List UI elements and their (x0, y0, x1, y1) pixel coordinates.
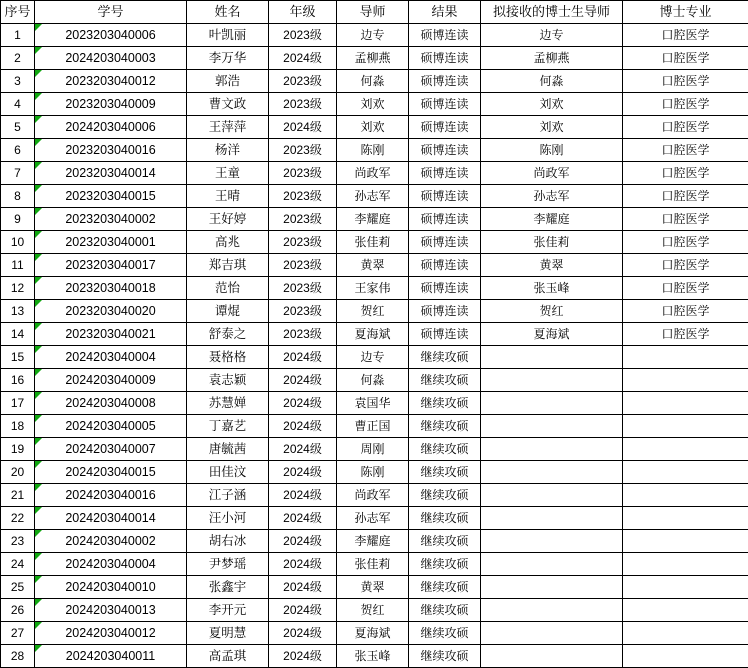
cell-phd-advisor[interactable]: 孙志军 (481, 185, 623, 208)
cell-student-id[interactable]: 2024203040015 (35, 461, 187, 484)
cell-phd-advisor[interactable] (481, 507, 623, 530)
cell-result[interactable]: 继续攻硕 (409, 530, 481, 553)
cell-result[interactable]: 继续攻硕 (409, 576, 481, 599)
cell-student-id[interactable]: 2023203040017 (35, 254, 187, 277)
cell-advisor[interactable]: 张玉峰 (337, 645, 409, 668)
cell-advisor[interactable]: 边专 (337, 346, 409, 369)
cell-grade[interactable]: 2024级 (269, 530, 337, 553)
cell-no[interactable]: 21 (1, 484, 35, 507)
cell-advisor[interactable]: 孟柳燕 (337, 47, 409, 70)
cell-result[interactable]: 硕博连读 (409, 47, 481, 70)
cell-phd-advisor[interactable] (481, 576, 623, 599)
table-row[interactable] (1, 438, 748, 461)
cell-name[interactable]: 郭浩 (187, 70, 269, 93)
cell-no[interactable]: 14 (1, 323, 35, 346)
cell-result[interactable]: 继续攻硕 (409, 438, 481, 461)
cell-student-id[interactable]: 2024203040011 (35, 645, 187, 668)
cell-result[interactable]: 继续攻硕 (409, 599, 481, 622)
cell-major[interactable]: 口腔医学 (623, 47, 748, 70)
table-row[interactable] (1, 484, 748, 507)
cell-no[interactable]: 24 (1, 553, 35, 576)
table-row[interactable] (1, 277, 748, 300)
cell-result[interactable]: 硕博连读 (409, 323, 481, 346)
cell-major[interactable] (623, 438, 748, 461)
cell-name[interactable]: 聂格格 (187, 346, 269, 369)
cell-major[interactable] (623, 369, 748, 392)
cell-advisor[interactable]: 何淼 (337, 369, 409, 392)
cell-name[interactable]: 舒泰之 (187, 323, 269, 346)
cell-grade[interactable]: 2024级 (269, 645, 337, 668)
cell-grade[interactable]: 2023级 (269, 254, 337, 277)
cell-student-id[interactable]: 2023203040016 (35, 139, 187, 162)
table-row[interactable] (1, 185, 748, 208)
table-row[interactable] (1, 47, 748, 70)
cell-result[interactable]: 硕博连读 (409, 185, 481, 208)
cell-no[interactable]: 20 (1, 461, 35, 484)
cell-student-id[interactable]: 2024203040006 (35, 116, 187, 139)
cell-phd-advisor[interactable] (481, 369, 623, 392)
cell-grade[interactable]: 2023级 (269, 24, 337, 47)
cell-no[interactable]: 12 (1, 277, 35, 300)
cell-advisor[interactable]: 陈刚 (337, 139, 409, 162)
cell-major[interactable] (623, 484, 748, 507)
column-header-result: 结果 (409, 1, 481, 24)
cell-name[interactable]: 范怡 (187, 277, 269, 300)
cell-phd-advisor[interactable]: 边专 (481, 24, 623, 47)
cell-student-id[interactable]: 2024203040008 (35, 392, 187, 415)
cell-result[interactable]: 硕博连读 (409, 139, 481, 162)
table-row[interactable] (1, 231, 748, 254)
cell-result[interactable]: 硕博连读 (409, 254, 481, 277)
cell-no[interactable]: 25 (1, 576, 35, 599)
cell-no[interactable]: 3 (1, 70, 35, 93)
cell-result[interactable]: 硕博连读 (409, 70, 481, 93)
cell-major[interactable]: 口腔医学 (623, 162, 748, 185)
cell-advisor[interactable]: 夏海斌 (337, 323, 409, 346)
cell-advisor[interactable]: 尚政军 (337, 162, 409, 185)
cell-student-id[interactable]: 2023203040020 (35, 300, 187, 323)
cell-advisor[interactable]: 张佳莉 (337, 553, 409, 576)
column-header-grade: 年级 (269, 1, 337, 24)
cell-advisor[interactable]: 刘欢 (337, 116, 409, 139)
cell-phd-advisor[interactable] (481, 484, 623, 507)
cell-no[interactable]: 16 (1, 369, 35, 392)
table-header-row (1, 1, 748, 24)
cell-result[interactable]: 硕博连读 (409, 208, 481, 231)
cell-advisor[interactable]: 曹正国 (337, 415, 409, 438)
table-row[interactable] (1, 553, 748, 576)
cell-name[interactable]: 袁志颖 (187, 369, 269, 392)
cell-major[interactable]: 口腔医学 (623, 323, 748, 346)
cell-result[interactable]: 继续攻硕 (409, 415, 481, 438)
cell-result[interactable]: 继续攻硕 (409, 553, 481, 576)
table-body (1, 24, 748, 668)
cell-student-id[interactable]: 2024203040013 (35, 599, 187, 622)
cell-grade[interactable]: 2024级 (269, 484, 337, 507)
table-row[interactable] (1, 70, 748, 93)
cell-result[interactable]: 硕博连读 (409, 93, 481, 116)
cell-no[interactable]: 9 (1, 208, 35, 231)
cell-name[interactable]: 唐毓茜 (187, 438, 269, 461)
cell-grade[interactable]: 2023级 (269, 93, 337, 116)
cell-result[interactable]: 硕博连读 (409, 231, 481, 254)
cell-grade[interactable]: 2023级 (269, 139, 337, 162)
cell-name[interactable]: 田佳汶 (187, 461, 269, 484)
table-row[interactable] (1, 254, 748, 277)
cell-phd-advisor[interactable] (481, 622, 623, 645)
cell-name[interactable]: 高孟琪 (187, 645, 269, 668)
cell-major[interactable]: 口腔医学 (623, 116, 748, 139)
cell-major[interactable]: 口腔医学 (623, 254, 748, 277)
cell-name[interactable]: 曹文政 (187, 93, 269, 116)
cell-major[interactable]: 口腔医学 (623, 277, 748, 300)
cell-no[interactable]: 10 (1, 231, 35, 254)
cell-major[interactable]: 口腔医学 (623, 185, 748, 208)
cell-grade[interactable]: 2024级 (269, 47, 337, 70)
cell-phd-advisor[interactable] (481, 438, 623, 461)
table-row[interactable] (1, 162, 748, 185)
column-header-advisor: 导师 (337, 1, 409, 24)
cell-name[interactable]: 江子涵 (187, 484, 269, 507)
table-row[interactable] (1, 300, 748, 323)
cell-major[interactable] (623, 553, 748, 576)
cell-student-id[interactable]: 2024203040002 (35, 530, 187, 553)
cell-major[interactable] (623, 346, 748, 369)
table-row[interactable] (1, 24, 748, 47)
cell-student-id[interactable]: 2023203040018 (35, 277, 187, 300)
cell-phd-advisor[interactable]: 贺红 (481, 300, 623, 323)
cell-advisor[interactable]: 黄翠 (337, 576, 409, 599)
cell-no[interactable]: 18 (1, 415, 35, 438)
cell-grade[interactable]: 2024级 (269, 415, 337, 438)
cell-name[interactable]: 高兆 (187, 231, 269, 254)
cell-major[interactable] (623, 415, 748, 438)
cell-no[interactable]: 22 (1, 507, 35, 530)
cell-major[interactable] (623, 507, 748, 530)
cell-name[interactable]: 夏明慧 (187, 622, 269, 645)
table-row[interactable] (1, 507, 748, 530)
table-row[interactable] (1, 93, 748, 116)
cell-phd-advisor[interactable]: 张佳莉 (481, 231, 623, 254)
table-row[interactable] (1, 599, 748, 622)
cell-name[interactable]: 胡右冰 (187, 530, 269, 553)
cell-advisor[interactable]: 袁国华 (337, 392, 409, 415)
column-header-phd-advisor: 拟接收的博士生导师 (481, 1, 623, 24)
cell-student-id[interactable]: 2024203040003 (35, 47, 187, 70)
cell-no[interactable]: 15 (1, 346, 35, 369)
table-row[interactable] (1, 208, 748, 231)
cell-no[interactable]: 11 (1, 254, 35, 277)
cell-student-id[interactable]: 2024203040005 (35, 415, 187, 438)
column-header-no: 序号 (1, 1, 35, 24)
cell-advisor[interactable]: 尚政军 (337, 484, 409, 507)
cell-advisor[interactable]: 李耀庭 (337, 530, 409, 553)
table-row[interactable] (1, 622, 748, 645)
table-row[interactable] (1, 392, 748, 415)
cell-student-id[interactable]: 2023203040015 (35, 185, 187, 208)
cell-grade[interactable]: 2024级 (269, 346, 337, 369)
cell-name[interactable]: 尹梦瑶 (187, 553, 269, 576)
table-row[interactable] (1, 369, 748, 392)
cell-name[interactable]: 张鑫宇 (187, 576, 269, 599)
cell-phd-advisor[interactable]: 孟柳燕 (481, 47, 623, 70)
cell-grade[interactable]: 2024级 (269, 553, 337, 576)
cell-name[interactable]: 王好婷 (187, 208, 269, 231)
cell-major[interactable]: 口腔医学 (623, 24, 748, 47)
table-row[interactable] (1, 576, 748, 599)
cell-name[interactable]: 王童 (187, 162, 269, 185)
cell-student-id[interactable]: 2024203040004 (35, 346, 187, 369)
cell-grade[interactable]: 2024级 (269, 438, 337, 461)
cell-advisor[interactable]: 李耀庭 (337, 208, 409, 231)
column-header-major: 博士专业 (623, 1, 748, 24)
cell-no[interactable]: 27 (1, 622, 35, 645)
cell-phd-advisor[interactable]: 刘欢 (481, 93, 623, 116)
table-row[interactable] (1, 346, 748, 369)
cell-grade[interactable]: 2023级 (269, 277, 337, 300)
cell-phd-advisor[interactable] (481, 599, 623, 622)
cell-phd-advisor[interactable]: 尚政军 (481, 162, 623, 185)
cell-no[interactable]: 19 (1, 438, 35, 461)
cell-phd-advisor[interactable]: 何淼 (481, 70, 623, 93)
column-header-name: 姓名 (187, 1, 269, 24)
cell-result[interactable]: 硕博连读 (409, 300, 481, 323)
table-row[interactable] (1, 139, 748, 162)
cell-advisor[interactable]: 王家伟 (337, 277, 409, 300)
cell-no[interactable]: 8 (1, 185, 35, 208)
cell-student-id[interactable]: 2023203040006 (35, 24, 187, 47)
cell-result[interactable]: 继续攻硕 (409, 645, 481, 668)
table-row[interactable] (1, 415, 748, 438)
cell-advisor[interactable]: 孙志军 (337, 185, 409, 208)
cell-no[interactable]: 1 (1, 24, 35, 47)
cell-result[interactable]: 继续攻硕 (409, 369, 481, 392)
cell-name[interactable]: 丁嘉艺 (187, 415, 269, 438)
cell-result[interactable]: 继续攻硕 (409, 622, 481, 645)
cell-student-id[interactable]: 2024203040009 (35, 369, 187, 392)
table-row[interactable] (1, 530, 748, 553)
cell-phd-advisor[interactable] (481, 346, 623, 369)
table-row[interactable] (1, 116, 748, 139)
cell-name[interactable]: 杨洋 (187, 139, 269, 162)
cell-grade[interactable]: 2024级 (269, 116, 337, 139)
cell-name[interactable]: 郑吉琪 (187, 254, 269, 277)
cell-result[interactable]: 继续攻硕 (409, 507, 481, 530)
cell-student-id[interactable]: 2023203040021 (35, 323, 187, 346)
table-row[interactable] (1, 461, 748, 484)
cell-name[interactable]: 汪小河 (187, 507, 269, 530)
cell-grade[interactable]: 2024级 (269, 392, 337, 415)
cell-major[interactable]: 口腔医学 (623, 300, 748, 323)
cell-advisor[interactable]: 孙志军 (337, 507, 409, 530)
cell-student-id[interactable]: 2024203040010 (35, 576, 187, 599)
cell-student-id[interactable]: 2024203040007 (35, 438, 187, 461)
cell-grade[interactable]: 2023级 (269, 300, 337, 323)
cell-major[interactable]: 口腔医学 (623, 139, 748, 162)
cell-name[interactable]: 李开元 (187, 599, 269, 622)
cell-no[interactable]: 4 (1, 93, 35, 116)
cell-grade[interactable]: 2024级 (269, 369, 337, 392)
cell-no[interactable]: 17 (1, 392, 35, 415)
cell-phd-advisor[interactable]: 夏海斌 (481, 323, 623, 346)
cell-major[interactable] (623, 461, 748, 484)
cell-advisor[interactable]: 周刚 (337, 438, 409, 461)
cell-student-id[interactable]: 2024203040014 (35, 507, 187, 530)
cell-phd-advisor[interactable] (481, 530, 623, 553)
cell-student-id[interactable]: 2023203040014 (35, 162, 187, 185)
cell-name[interactable]: 谭焜 (187, 300, 269, 323)
cell-student-id[interactable]: 2024203040004 (35, 553, 187, 576)
cell-major[interactable]: 口腔医学 (623, 93, 748, 116)
cell-result[interactable]: 硕博连读 (409, 24, 481, 47)
cell-result[interactable]: 硕博连读 (409, 277, 481, 300)
cell-no[interactable]: 23 (1, 530, 35, 553)
cell-major[interactable] (623, 599, 748, 622)
column-header-student-id: 学号 (35, 1, 187, 24)
cell-grade[interactable]: 2024级 (269, 576, 337, 599)
cell-phd-advisor[interactable]: 刘欢 (481, 116, 623, 139)
cell-no[interactable]: 26 (1, 599, 35, 622)
cell-advisor[interactable]: 边专 (337, 24, 409, 47)
cell-name[interactable]: 李万华 (187, 47, 269, 70)
cell-name[interactable]: 叶凯丽 (187, 24, 269, 47)
cell-result[interactable]: 硕博连读 (409, 162, 481, 185)
cell-no[interactable]: 2 (1, 47, 35, 70)
cell-student-id[interactable]: 2023203040009 (35, 93, 187, 116)
cell-grade[interactable]: 2024级 (269, 622, 337, 645)
table-row[interactable] (1, 645, 748, 668)
cell-advisor[interactable]: 张佳莉 (337, 231, 409, 254)
cell-major[interactable]: 口腔医学 (623, 70, 748, 93)
cell-grade[interactable]: 2024级 (269, 599, 337, 622)
cell-major[interactable]: 口腔医学 (623, 231, 748, 254)
cell-result[interactable]: 继续攻硕 (409, 461, 481, 484)
cell-phd-advisor[interactable]: 李耀庭 (481, 208, 623, 231)
cell-name[interactable]: 苏慧婵 (187, 392, 269, 415)
cell-grade[interactable]: 2023级 (269, 185, 337, 208)
cell-phd-advisor[interactable] (481, 392, 623, 415)
table-row[interactable] (1, 323, 748, 346)
cell-phd-advisor[interactable] (481, 553, 623, 576)
cell-phd-advisor[interactable] (481, 461, 623, 484)
cell-phd-advisor[interactable]: 张玉峰 (481, 277, 623, 300)
cell-advisor[interactable]: 黄翠 (337, 254, 409, 277)
cell-grade[interactable]: 2024级 (269, 507, 337, 530)
cell-no[interactable]: 7 (1, 162, 35, 185)
cell-advisor[interactable]: 贺红 (337, 599, 409, 622)
cell-grade[interactable]: 2023级 (269, 231, 337, 254)
cell-grade[interactable]: 2023级 (269, 208, 337, 231)
cell-no[interactable]: 28 (1, 645, 35, 668)
cell-major[interactable] (623, 392, 748, 415)
cell-phd-advisor[interactable]: 黄翠 (481, 254, 623, 277)
cell-result[interactable]: 继续攻硕 (409, 346, 481, 369)
cell-student-id[interactable]: 2024203040012 (35, 622, 187, 645)
cell-grade[interactable]: 2023级 (269, 70, 337, 93)
cell-no[interactable]: 5 (1, 116, 35, 139)
cell-no[interactable]: 6 (1, 139, 35, 162)
cell-name[interactable]: 王晴 (187, 185, 269, 208)
cell-result[interactable]: 硕博连读 (409, 116, 481, 139)
cell-advisor[interactable]: 夏海斌 (337, 622, 409, 645)
cell-phd-advisor[interactable] (481, 415, 623, 438)
cell-phd-advisor[interactable]: 陈刚 (481, 139, 623, 162)
cell-grade[interactable]: 2024级 (269, 461, 337, 484)
cell-major[interactable] (623, 576, 748, 599)
cell-grade[interactable]: 2023级 (269, 323, 337, 346)
cell-result[interactable]: 继续攻硕 (409, 392, 481, 415)
cell-grade[interactable]: 2023级 (269, 162, 337, 185)
cell-major[interactable] (623, 622, 748, 645)
cell-result[interactable]: 继续攻硕 (409, 484, 481, 507)
cell-major[interactable] (623, 645, 748, 668)
cell-student-id[interactable]: 2023203040012 (35, 70, 187, 93)
cell-major[interactable]: 口腔医学 (623, 208, 748, 231)
cell-advisor[interactable]: 贺红 (337, 300, 409, 323)
cell-name[interactable]: 王萍萍 (187, 116, 269, 139)
cell-advisor[interactable]: 何淼 (337, 70, 409, 93)
cell-no[interactable]: 13 (1, 300, 35, 323)
cell-phd-advisor[interactable] (481, 645, 623, 668)
cell-advisor[interactable]: 陈刚 (337, 461, 409, 484)
cell-major[interactable] (623, 530, 748, 553)
cell-advisor[interactable]: 刘欢 (337, 93, 409, 116)
cell-student-id[interactable]: 2023203040001 (35, 231, 187, 254)
cell-student-id[interactable]: 2023203040002 (35, 208, 187, 231)
cell-student-id[interactable]: 2024203040016 (35, 484, 187, 507)
